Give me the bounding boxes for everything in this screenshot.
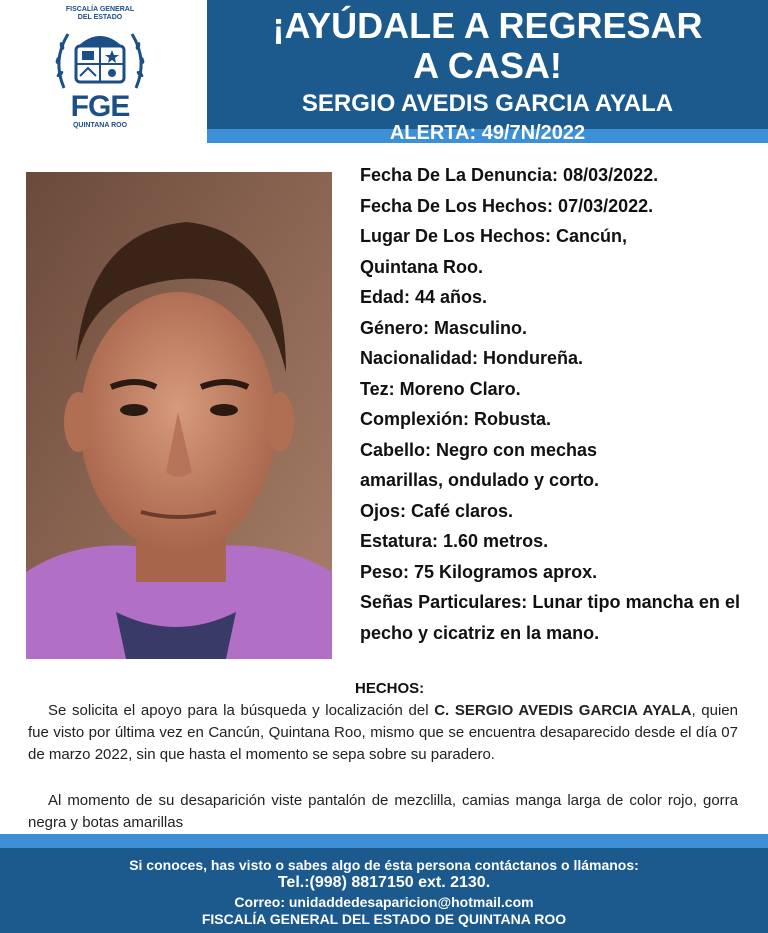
facts-p1-name: C. SERGIO AVEDIS GARCIA AYALA bbox=[434, 702, 692, 719]
facts-p1-end: , quien fue visto por última vez en Cancún, Quintana Roo, mismo que se encuentra desaparecido desde el día 07 de marzo 2022, sin que hasta el momento se sepa sobre su paradero. bbox=[28, 702, 738, 763]
age: Edad: 44 años. bbox=[360, 287, 488, 307]
page-title bbox=[207, 6, 768, 86]
fge-logo bbox=[40, 6, 160, 136]
distinguishing-marks: Señas Particulares: Lunar tipo mancha en el pecho y cicatriz en la mano. bbox=[360, 592, 740, 643]
contact-phone: Tel.:(998) 8817150 ext. 2130. bbox=[277, 874, 491, 891]
build: Complexión: Robusta. bbox=[360, 409, 552, 429]
footer-stripe bbox=[0, 834, 768, 848]
state-emblem-icon bbox=[50, 24, 150, 94]
nationality: Nacionalidad: Hondureña. bbox=[360, 348, 584, 368]
title-line-2: A CASA! bbox=[413, 45, 562, 86]
weight: Peso: 75 Kilogramos aprox. bbox=[360, 561, 598, 582]
event-place-1: Lugar De Los Hechos: Cancún, bbox=[360, 226, 628, 246]
contact-prompt: Si conoces, has visto o sabes algo de ésta persona contáctanos o llámanos: bbox=[129, 857, 639, 873]
title-line-1: ¡AYÚDALE A REGRESAR bbox=[272, 5, 703, 46]
facts-p1-start: Se solicita el apoyo para la búsqueda y localización del bbox=[48, 702, 435, 719]
event-place-2: Quintana Roo. bbox=[360, 256, 483, 277]
complexion-tone: Tez: Moreno Claro. bbox=[360, 378, 521, 399]
alert-number: ALERTA: 49/7N/2022 bbox=[389, 122, 586, 140]
eyes: Ojos: Café claros. bbox=[360, 500, 514, 521]
contact-email: Correo: unidaddedesaparicion@hotmail.com bbox=[234, 894, 534, 910]
logo-top-text-2: DEL ESTADO bbox=[77, 14, 123, 21]
person-name: SERGIO AVEDIS GARCIA AYALA bbox=[301, 90, 674, 117]
logo-acronym: FGE bbox=[70, 90, 130, 123]
event-date: Fecha De Los Hechos: 07/03/2022. bbox=[360, 195, 654, 216]
complaint-date: Fecha De La Denuncia: 08/03/2022. bbox=[360, 165, 659, 185]
footer-agency: FISCALÍA GENERAL DEL ESTADO DE QUINTANA ROO bbox=[201, 911, 567, 927]
gender: Género: Masculino. bbox=[360, 317, 528, 338]
facts-paragraph-2: Al momento de su desaparición viste pantalón de mezclilla, camias manga larga de color rojo, gorra negra y botas amarillas bbox=[28, 792, 738, 831]
logo-top-text-1: FISCALÍA GENERAL bbox=[65, 6, 135, 13]
portrait-image bbox=[26, 172, 332, 659]
facts-heading: HECHOS: bbox=[355, 680, 425, 697]
logo-bottom-text: QUINTANA ROO bbox=[72, 122, 128, 129]
facts-paragraph-1 bbox=[28, 700, 738, 766]
person-photo bbox=[26, 172, 332, 659]
person-details bbox=[360, 160, 740, 648]
hair-1: Cabello: Negro con mechas bbox=[360, 439, 598, 460]
hair-2: amarillas, ondulado y corto. bbox=[360, 470, 600, 490]
height: Estatura: 1.60 metros. bbox=[360, 531, 549, 551]
